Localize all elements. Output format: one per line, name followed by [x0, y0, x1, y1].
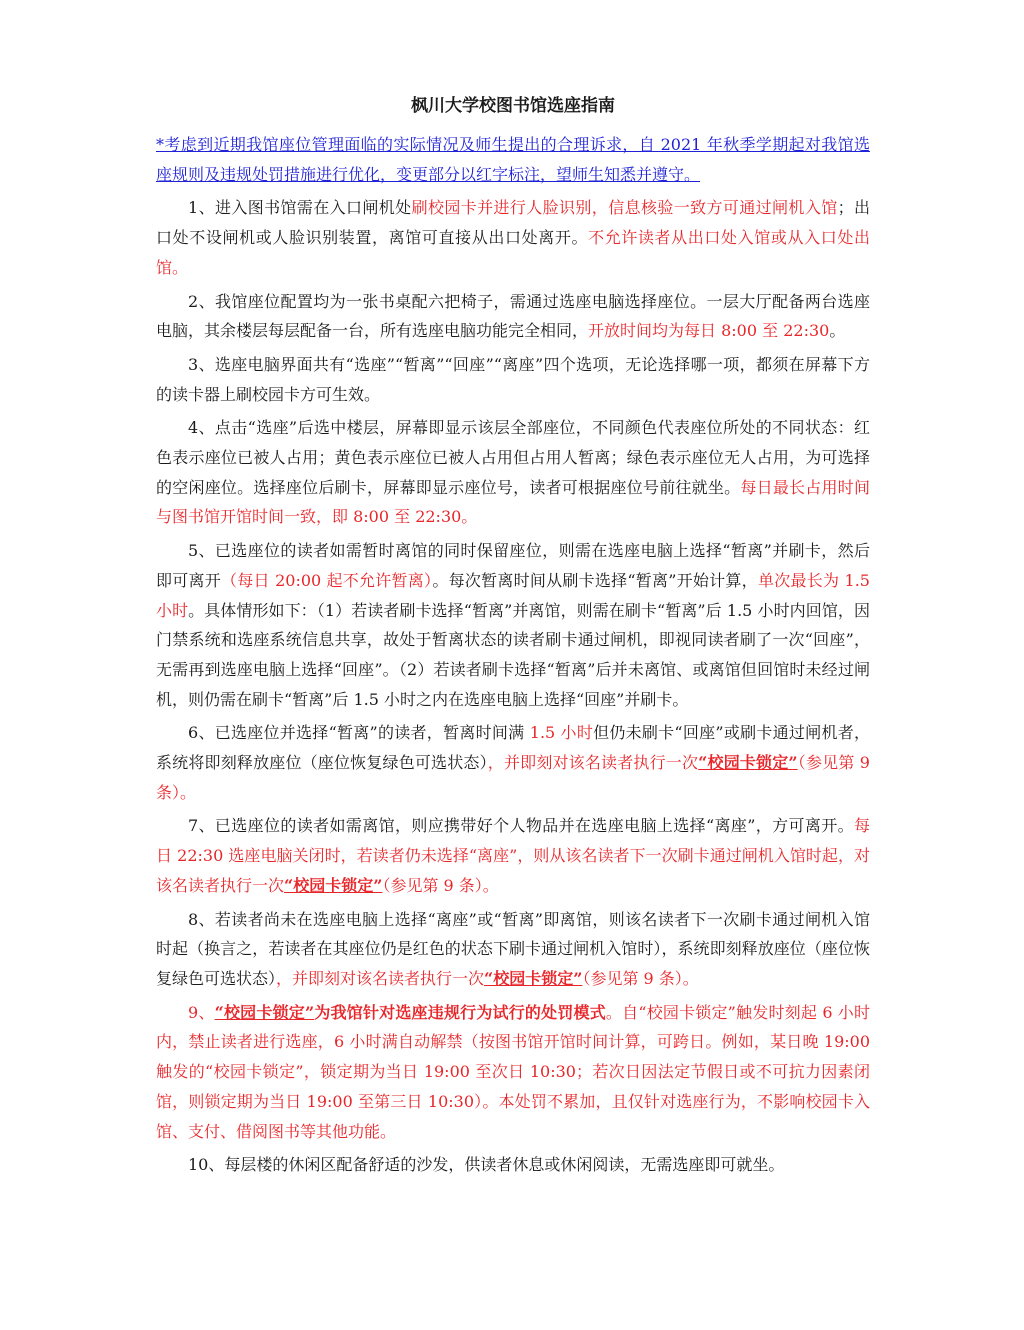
rule-3-text: 3、选座电脑界面共有“选座”“暂离”“回座”“离座”四个选项，无论选择哪一项，都须在屏幕下方的读卡器上刷校园卡方可生效。	[156, 354, 870, 404]
rule-paragraph	[156, 905, 870, 994]
rule-paragraph	[156, 287, 870, 346]
rule-4-text: 4、点击“选座”后选中楼层，屏幕即显示该层全部座位，不同颜色代表座位所处的不同状态：红色表示座位已被人占用；黄色表示座位已被人占用但占用人暂离；绿色表示座位无人占用，为可选择的空闲座位。选择座位后刷卡，屏幕即显示座位号，读者可根据座位号前往就坐。	[156, 418, 870, 497]
rule-paragraph	[156, 193, 870, 282]
rule-paragraph	[156, 998, 870, 1147]
rule-6-changed-text: 1.5 小时	[524, 723, 594, 743]
rule-6-changed-text: （参见第 9 条）。	[156, 753, 870, 802]
rule-7-changed-text: 每日 22:30 选座电脑关闭时，若读者仍未选择“离座”，则从该名读者下一次刷卡通过闸机入馆时起，对该名读者执行一次	[156, 816, 870, 895]
rule-9-text: 9、	[188, 1002, 215, 1022]
rule-5-changed-text: （每日 20:00 起不允许暂离）	[221, 570, 433, 590]
rule-5-changed-text: 单次最长为 1.5 小时	[156, 570, 870, 620]
rules-list	[156, 193, 870, 1180]
rule-8-changed-text: （参见第 9 条）。	[582, 968, 699, 988]
rule-paragraph	[156, 350, 870, 409]
rule-6-text: 6、已选座位并选择“暂离”的读者，暂离时间满	[188, 723, 525, 743]
rule-paragraph	[156, 413, 870, 532]
rule-paragraph	[156, 1150, 870, 1180]
page-title: 枫川大学校图书馆选座指南	[411, 96, 615, 116]
revision-notice: *考虑到近期我馆座位管理面临的实际情况及师生提出的合理诉求，自 2021 年秋季学期起对我馆选座规则及违规处罚措施进行优化，变更部分以红字标注，望师生知悉并遵守。	[156, 135, 870, 184]
rule-paragraph	[156, 811, 870, 900]
rule-7-text: 7、已选座位的读者如需离馆，则应携带好个人物品并在选座电脑上选择“离座”，方可离开。	[188, 816, 854, 836]
rule-10-text: 10、每层楼的休闲区配备舒适的沙发，供读者休息或休闲阅读，无需选座即可就坐。	[188, 1155, 785, 1175]
card-lock-term: “校园卡锁定”	[698, 753, 798, 773]
rule-1-changed-text: 不允许读者从出口处入馆或从入口处出馆。	[156, 228, 870, 277]
rule-2-text: 2、我馆座位配置均为一张书桌配六把椅子，需通过选座电脑选择座位。一层大厅配备两台选座电脑，其余楼层每层配备一台，所有选座电脑功能完全相同，	[156, 291, 870, 341]
rule-4-changed-text: 每日最长占用时间与图书馆开馆时间一致，即 8:00 至 22:30。	[156, 477, 870, 527]
card-lock-term: “校园卡锁定”	[214, 1002, 315, 1022]
rule-8-changed-text: ，并即刻对该名读者执行一次	[276, 968, 485, 988]
rule-2-text: 。	[829, 321, 846, 341]
card-lock-term: “校园卡锁定”	[284, 875, 383, 895]
rule-2-changed-text: 开放时间均为每日 8:00 至 22:30	[588, 321, 830, 341]
rule-5-text: 。每次暂离时间从刷卡选择“暂离”开始计算，	[432, 570, 758, 590]
rule-1-text: ；出口处不设闸机或人脸识别装置，离馆可直接从出口处离开。	[156, 198, 870, 248]
rule-7-changed-text: （参见第 9 条）。	[382, 875, 499, 895]
rule-8-text: 8、若读者尚未在选座电脑上选择“离座”或“暂离”即离馆，则该名读者下一次刷卡通过闸机入馆时起（换言之，若读者在其座位仍是红色的状态下刷卡通过闸机入馆时），系统即刻释放座位（座位恢复绿色可选状态）	[156, 909, 870, 988]
rule-9-text: 。自“校园卡锁定”触发时刻起 6 小时内，禁止读者进行选座，6 小时满自动解禁（按图书馆开馆时间计算，可跨日。例如，某日晚 19:00 触发的“校园卡锁定”，锁定期为当日 19:00 至次日 10:30；若次日因法定节假日或不可抗力因素闭馆，则锁定期为当日 19:00 至第三日 10:30）。本处罚不累加，且仅针对选座行为，不影响校园卡入馆、支付、借阅图书等其他功能。	[156, 1002, 870, 1141]
rule-5-text: 5、已选座位的读者如需暂时离馆的同时保留座位，则需在选座电脑上选择“暂离”并刷卡，然后即可离开	[156, 541, 870, 590]
rule-5-text: 。具体情形如下：（1）若读者刷卡选择“暂离”并离馆，则需在刷卡“暂离”后 1.5 小时内回馆，因门禁系统和选座系统信息共享，故处于暂离状态的读者刷卡通过闸机，即视同读者刷了一次“回座”，无需再到选座电脑上选择“回座”。（2）若读者刷卡选择“暂离”后并未离馆、或离馆但回馆时未经过闸机，则仍需在刷卡“暂离”后 1.5 小时之内在选座电脑上选择“回座”并刷卡。	[156, 600, 870, 709]
rule-6-text: 但仍未刷卡“回座”或刷卡通过闸机者，系统将即刻释放座位（座位恢复绿色可选状态）	[156, 723, 870, 773]
rule-6-changed-text: ，并即刻对该名读者执行一次	[487, 753, 699, 773]
rule-paragraph	[156, 536, 870, 714]
rule-1-changed-text: 刷校园卡并进行人脸识别，信息核验一致方可通过闸机入馆	[411, 198, 838, 218]
rule-paragraph	[156, 718, 870, 807]
rule-1-text: 1、进入图书馆需在入口闸机处	[188, 198, 412, 218]
card-lock-term: “校园卡锁定”	[484, 968, 583, 988]
rule-9-heading-text: 为我馆针对选座违规行为试行的处罚模式	[314, 1002, 606, 1022]
